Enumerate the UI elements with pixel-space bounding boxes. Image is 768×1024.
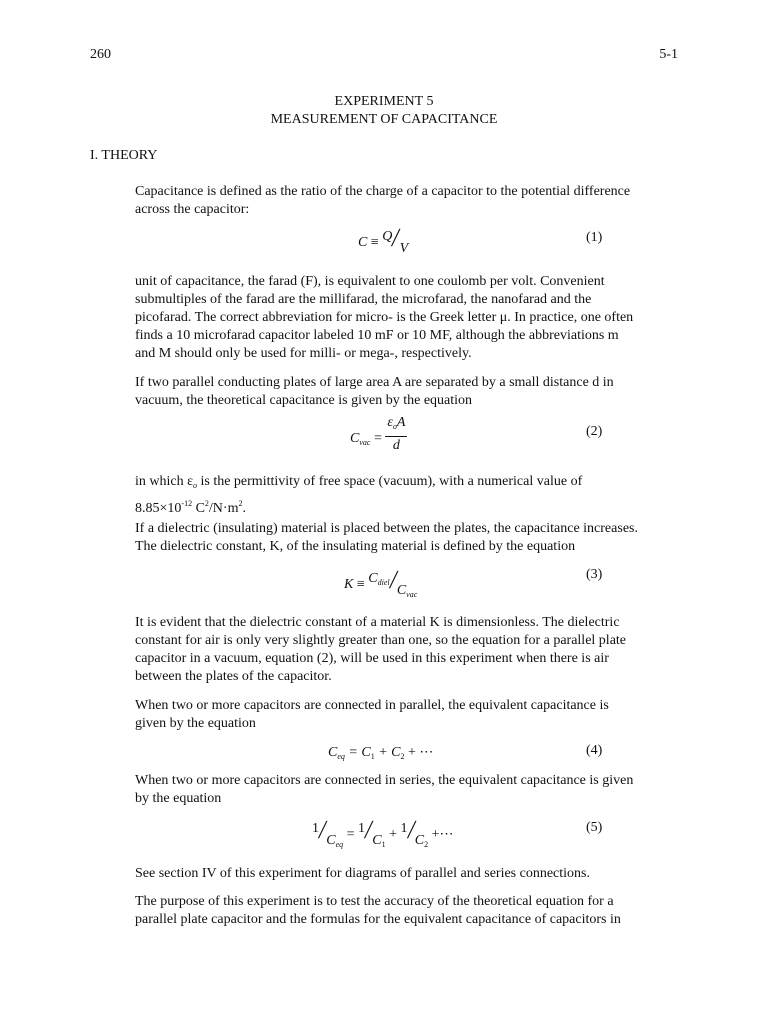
experiment-title: EXPERIMENT 5 xyxy=(334,94,434,109)
paragraph-dimensionless: It is evident that the dielectric constant of a material K is dimensionless. The dielectric constant for air is only very slightly greater than one, so the equation for a parallel plate capacitor in a vacuum, equation (2), will be used in this experiment when there is air between the plates of the capacitor. xyxy=(135,615,627,684)
paragraph-parallel: When two or more capacitors are connected in parallel, the equivalent capacitance is given by the equation xyxy=(135,698,609,731)
text-line: across the capacitor: xyxy=(135,202,250,217)
paragraph-parallel-plates: If two parallel conducting plates of large area A are separated by a small distance d in vacuum, the theoretical capacitance is given by the equation xyxy=(135,375,614,408)
text-line: Capacitance is defined as the ratio of the charge of a capacitor to the potential difference xyxy=(135,184,631,199)
equation-3: $K \equiv C_{diel}/C_{vac}$ xyxy=(344,565,418,599)
paragraph-purpose: The purpose of this experiment is to test the accuracy of the theoretical equation for a parallel plate capacitor and the formulas for the equivalent capacitance of capacitors in xyxy=(135,894,621,927)
equation-4: $C_{eq} = C_1 + C_2$ + ⋯ xyxy=(328,745,434,761)
equation-number: (4) xyxy=(586,743,603,758)
page-number: 260 xyxy=(90,47,111,62)
equation-5: $1/C_{eq} = 1/C_1 + 1/C_2$ +⋯ xyxy=(312,815,454,849)
paragraph-section-reference: See section IV of this experiment for diagrams of parallel and series connections. xyxy=(135,866,590,881)
paragraph-series: When two or more capacitors are connected in series, the equivalent capacitance is given by the equation xyxy=(135,773,634,806)
equation-number: (5) xyxy=(586,820,603,835)
paragraph-definition xyxy=(135,183,680,219)
equation-number: (3) xyxy=(586,567,603,582)
paragraph-dielectric: If a dielectric (insulating) material is placed between the plates, the capacitance increases. The dielectric constant, K, of the insulating material is defined by the equation xyxy=(135,521,638,554)
paragraph-farad: unit of capacitance, the farad (F), is equivalent to one coulomb per volt. Convenient submultiples of the farad are the millifarad, the microfarad, the nanofarad and the picofarad. The correct abbreviation for micro- is the Greek letter μ. In practice, one often finds a 10 microfarad capacitor labeled 10 mF or 10 MF, although the abbreviations m and M should only be used for milli- or mega-, respectively. xyxy=(135,274,634,361)
equation-1: C ≡ Q/V xyxy=(358,223,409,256)
section-heading: I. THEORY xyxy=(90,148,158,163)
equation-2: $C_{vac}$ = $\frac{\varepsilon_oA}{d}$ xyxy=(350,415,406,453)
equation-number: (1) xyxy=(586,230,603,245)
experiment-subtitle: MEASUREMENT OF CAPACITANCE xyxy=(270,112,498,127)
equation-number: (2) xyxy=(586,424,603,439)
paragraph-permittivity: in which $\varepsilon_o$ is the permittivity of free space (vacuum), with a numerical value of $8.85\times 10^{-12}$ $C^2/N\cdot m^2$. xyxy=(135,474,583,516)
section-number: 5-1 xyxy=(659,47,678,62)
